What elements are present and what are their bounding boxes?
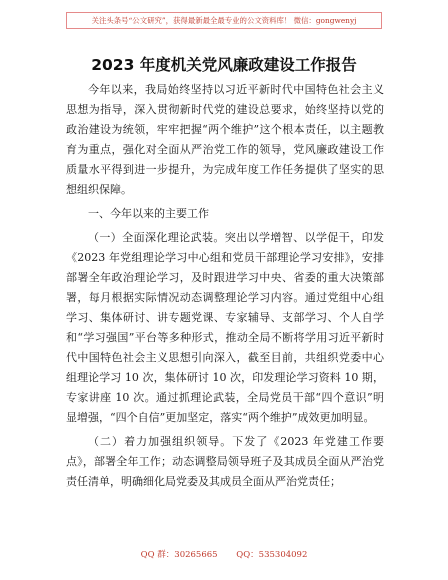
qq-number: QQ：535304092 — [236, 550, 308, 560]
item-paragraph-2: （二）着力加强组织领导。下发了《2023 年党建工作要点》，部署全年工作；动态调整局领导班子及其成员全面从严治党责任清单，明确细化局党委及其成员全面从严治党责任； — [66, 435, 384, 488]
intro-paragraph: 今年以来，我局始终坚持以习近平新时代中国特色社会主义思想为指导，深入贯彻新时代党的建设总要求，始终坚持以党的政治建设为统领，牢牢把握“两个维护”这个根本责任，以主题教育为重点，强化对全面从严治党工作的领导，党风廉政建设工作质量水平得到进一步提升，为完成年度工作任务提供了坚实的思想组织保障。 — [66, 83, 384, 196]
qq-group: QQ 群：30265665 — [140, 550, 218, 560]
promo-banner: 关注头条号“公文研究”，获得最新最全最专业的公文资料库！ 微信：gongwenyj — [66, 12, 382, 29]
document-body — [66, 80, 384, 492]
footer-contact — [0, 548, 448, 560]
document-title: 2023 年度机关党风廉政建设工作报告 — [91, 56, 357, 74]
item-paragraph-1: （一）全面深化理论武装。突出以学增智、以学促干，印发《2023 年党组理论学习中心组和党员干部理论学习安排》，安排部署全年政治理论学习，及时跟进学习中央、省委的重大决策部署，每月根据实际情况动态调整理论学习内容。通过党组中心组学习、集体研讨、讲专题党课、专家辅导、支部学习、个人自学和“学习强国”平台等多种形式，推动全局不断将学用习近平新时代中国特色社会主义思想引向深入，截至目前，共组织党委中心组理论学习 10 次，集体研讨 10 次，印发理论学习资料 10 期，专家讲座 10 次。通过抓理论武装，全局党员干部“四个意识”明显增强，“四个自信”更加坚定，落实“两个维护”成效更加明显。 — [66, 231, 384, 424]
section-heading: 一、今年以来的主要工作 — [88, 207, 209, 220]
